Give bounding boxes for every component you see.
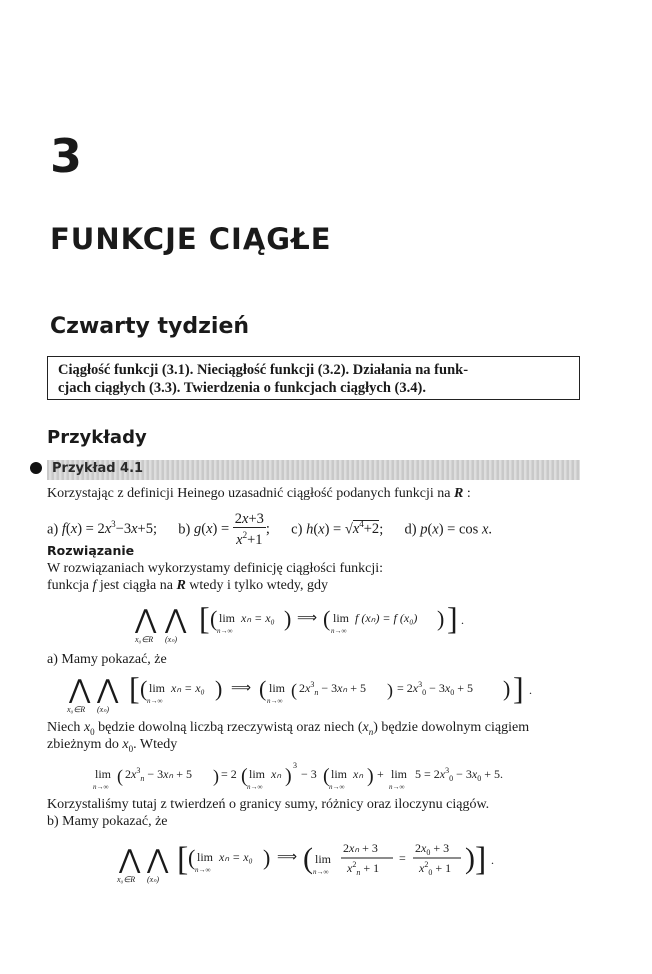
- solution-intro-1: W rozwiązaniach wykorzystamy definicję ciągłości funkcji:: [47, 561, 383, 576]
- chapter-title: FUNKCJE CIĄGŁE: [50, 222, 332, 256]
- svg-text:2x0 + 3: $2x_0 + 3$: [415, 841, 450, 857]
- formula-part-b: [115, 836, 535, 888]
- svg-text:⟹: ⟹: [231, 681, 252, 696]
- svg-text:(: (: [241, 765, 248, 787]
- svg-text:xₙ: xₙ: [353, 767, 364, 781]
- svg-text:= 2x30 − 3x0 + 5: = $2x^3_0 - 3x_0 + 5$: [397, 680, 473, 697]
- svg-text:lim: lim: [391, 767, 408, 781]
- svg-text:x2n + 1: $x^2_n + 1$: [347, 860, 380, 877]
- solution-intro-2: funkcja f jest ciągła na R wtedy i tylko wtedy, gdy: [47, 578, 328, 593]
- korzystalismy-line: Korzystaliśmy tutaj z twierdzeń o granicy sumy, różnicy oraz iloczynu ciągów.: [47, 797, 490, 812]
- zbiezny-line: zbieżnym do $x_0$. Wtedy: [47, 737, 178, 754]
- formula-part-a: [63, 670, 563, 716]
- svg-text:n→∞: n→∞: [93, 783, 109, 791]
- svg-text:2x3n − 3xₙ + 5: $2x^3_n - 3x_n + 5$: [125, 766, 192, 783]
- svg-text:): ): [465, 842, 475, 875]
- niech-line: Niech $x_0$ będzie dowolną liczbą rzeczywistą oraz niech $(x_n)$ będzie dowolnym ciągiem: [47, 720, 530, 737]
- bullet-icon: [30, 462, 42, 474]
- section-title-examples: Przykłady: [47, 427, 147, 448]
- svg-text:lim: lim: [331, 767, 348, 781]
- svg-text:(: (: [303, 842, 313, 875]
- svg-text:n→∞: n→∞: [247, 783, 263, 791]
- example-label: Przykład 4.1: [52, 461, 144, 476]
- example-task: [47, 486, 471, 502]
- svg-text:n→∞: n→∞: [147, 697, 163, 705]
- svg-text:⋀: ⋀: [119, 845, 141, 874]
- chapter-number: 3: [50, 129, 83, 183]
- svg-text:x₀∈R: x₀∈R: [135, 635, 154, 644]
- svg-text:.: .: [529, 683, 532, 697]
- item-d-label: d): [404, 521, 417, 538]
- svg-text:): ): [213, 766, 219, 786]
- svg-text:x20 + 1: $x^2_0 + 1$: [419, 860, 452, 877]
- svg-text:lim: lim: [95, 767, 112, 781]
- svg-text:n→∞: n→∞: [217, 627, 233, 635]
- svg-text:f (xₙ) = f (x₀): f (xₙ) = f (x₀): [355, 611, 418, 625]
- svg-text:): ): [215, 676, 223, 701]
- svg-text:⟹: ⟹: [277, 850, 298, 865]
- svg-text:lim: lim: [269, 681, 286, 695]
- svg-text:[: [: [129, 670, 140, 706]
- svg-text:2x3n − 3xₙ + 5: $2x^3_n - 3x_n + 5$: [299, 680, 366, 697]
- svg-text:(xₙ): (xₙ): [165, 635, 178, 644]
- formula-continuity-definition: [135, 600, 495, 646]
- svg-text:(: (: [323, 765, 330, 787]
- svg-text:5 = 2x30 − 3x0 + 5.: $5 = 2x^3_0 - 3x_0 + 5$.: [415, 766, 503, 783]
- item-b-label: b): [178, 521, 191, 538]
- function-f: $f(x) = 2x^3-3x+5$;: [61, 519, 157, 538]
- svg-text:⋀: ⋀: [135, 605, 157, 634]
- svg-text:x₀∈R: x₀∈R: [67, 705, 86, 714]
- svg-text:n→∞: n→∞: [329, 783, 345, 791]
- solution-label: Rozwiązanie: [47, 543, 135, 558]
- svg-text:xₙ: xₙ: [271, 767, 282, 781]
- svg-text:[: [: [199, 600, 210, 636]
- svg-text:x₀∈R: x₀∈R: [117, 875, 136, 884]
- svg-text:xₙ = x₀: xₙ = x₀: [219, 850, 253, 864]
- svg-text:(: (: [140, 676, 148, 701]
- svg-text:n→∞: n→∞: [195, 866, 211, 874]
- svg-text:): ): [263, 845, 271, 870]
- svg-text:(: (: [291, 680, 297, 700]
- svg-text:⋀: ⋀: [69, 675, 91, 704]
- svg-text:+: +: [377, 767, 384, 781]
- svg-text:⋀: ⋀: [165, 605, 187, 634]
- part-a-intro: a) Mamy pokazać, że: [47, 652, 167, 667]
- svg-text:): ): [285, 765, 292, 787]
- svg-text:(: (: [117, 766, 123, 786]
- svg-text:.: .: [491, 853, 494, 867]
- svg-text:⟹: ⟹: [297, 611, 318, 626]
- svg-text:lim: lim: [249, 767, 266, 781]
- svg-text:(: (: [323, 606, 331, 631]
- svg-text:lim: lim: [333, 611, 350, 625]
- item-c-label: c): [291, 521, 303, 538]
- topics-line-1: Ciągłość funkcji (3.1). Nieciągłość funkcji (3.2). Działania na funk-: [58, 362, 469, 378]
- svg-text:n→∞: n→∞: [313, 868, 329, 876]
- svg-text:[: [: [177, 841, 189, 878]
- task-end: :: [463, 486, 471, 501]
- example-task-text: Korzystając z definicji Heinego uzasadnić ciągłość podanych funkcji na: [47, 486, 451, 501]
- svg-text:(: (: [188, 845, 196, 870]
- svg-text:lim: lim: [197, 850, 214, 864]
- svg-text:.: .: [461, 613, 464, 627]
- svg-text:): ): [503, 676, 511, 701]
- svg-text:n→∞: n→∞: [267, 697, 283, 705]
- svg-text:= 2: = 2: [221, 767, 237, 781]
- task-set-symbol: R: [454, 486, 464, 501]
- svg-text:]: ]: [475, 841, 487, 878]
- topics-box: [47, 356, 580, 400]
- topics-line-2: cjach ciągłych (3.3). Twierdzenia o funkcjach ciągłych (3.4).: [58, 380, 426, 396]
- function-p: p(x) = cos x.: [420, 521, 492, 538]
- svg-text:n→∞: n→∞: [389, 783, 405, 791]
- svg-text:2xₙ + 3: 2xₙ + 3: [343, 841, 378, 855]
- svg-text:lim: lim: [149, 681, 166, 695]
- week-title: Czwarty tydzień: [50, 314, 250, 339]
- svg-text:): ): [437, 606, 445, 631]
- svg-text:): ): [367, 765, 374, 787]
- svg-text:): ): [387, 680, 393, 700]
- svg-text:n→∞: n→∞: [331, 627, 347, 635]
- svg-text:(xₙ): (xₙ): [97, 705, 110, 714]
- svg-text:]: ]: [447, 600, 458, 636]
- svg-text:(: (: [210, 606, 218, 631]
- svg-text:lim: lim: [219, 611, 236, 625]
- formula-limit-computation: [95, 758, 565, 796]
- svg-text:]: ]: [513, 670, 524, 706]
- svg-text:lim: lim: [315, 852, 332, 866]
- svg-text:=: =: [399, 851, 406, 865]
- svg-text:(: (: [259, 676, 267, 701]
- svg-text:3: 3: [293, 761, 297, 770]
- function-h: $h(x) = √x^4+2$;: [306, 519, 384, 538]
- svg-text:xₙ = x₀: xₙ = x₀: [171, 681, 205, 695]
- svg-text:⋀: ⋀: [97, 675, 119, 704]
- svg-text:): ): [284, 606, 292, 631]
- part-b-intro: b) Mamy pokazać, że: [47, 814, 168, 829]
- function-g: g(x) = $\frac{2x+3}{x^2+1}$ ;: [193, 511, 270, 548]
- svg-text:xₙ = x₀: xₙ = x₀: [241, 611, 275, 625]
- svg-text:(xₙ): (xₙ): [147, 875, 160, 884]
- svg-text:− 3: − 3: [301, 767, 317, 781]
- item-a-label: a): [47, 521, 59, 538]
- svg-text:⋀: ⋀: [147, 845, 169, 874]
